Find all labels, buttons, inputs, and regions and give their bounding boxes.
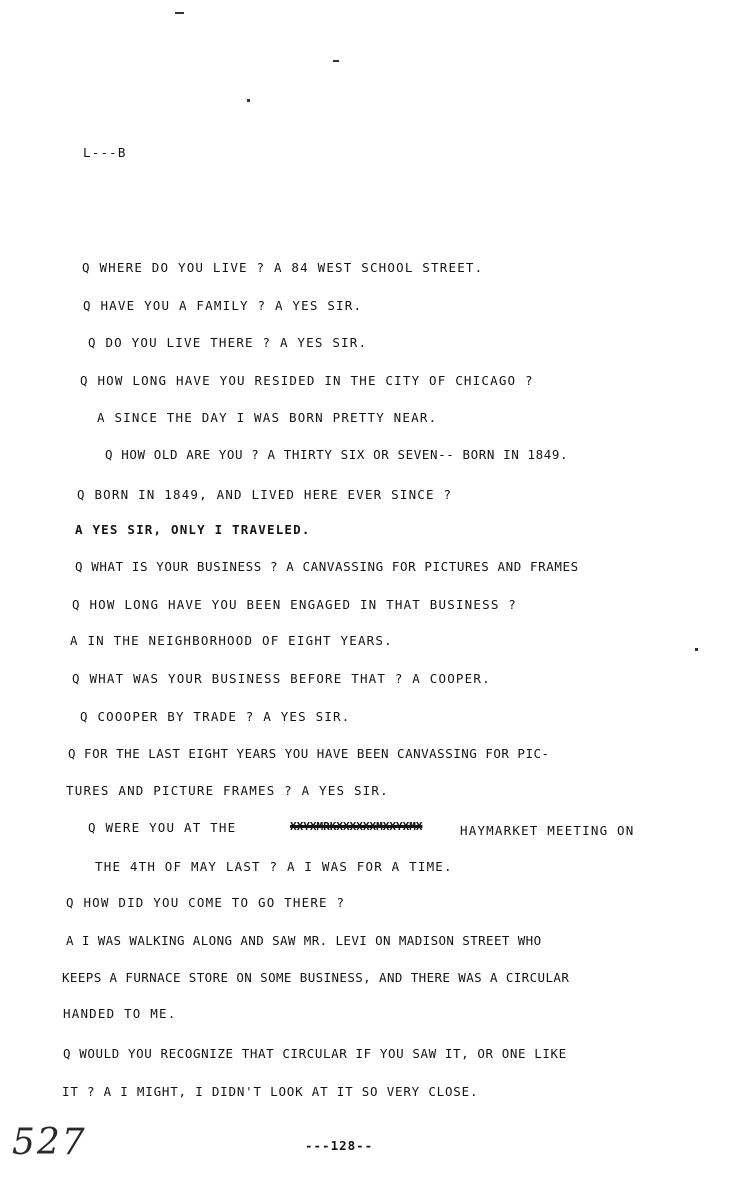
transcript-line: THE 4TH OF MAY LAST ? A I WAS FOR A TIME. — [95, 859, 453, 874]
transcript-line: Q FOR THE LAST EIGHT YEARS YOU HAVE BEEN CANVASSING FOR PIC- — [68, 746, 550, 761]
struck-out-text: XXYXMRKXXXXXXMXXYXMX — [290, 820, 423, 833]
ink-speck — [247, 99, 250, 102]
ink-speck — [695, 648, 698, 651]
transcript-line: Q HOW OLD ARE YOU ? A THIRTY SIX OR SEVEN-- BORN IN 1849. — [105, 447, 569, 462]
transcript-line: IT ? A I MIGHT, I DIDN'T LOOK AT IT SO VERY CLOSE. — [62, 1084, 479, 1099]
transcript-line: HAYMARKET MEETING ON — [460, 823, 635, 838]
transcript-line: A I WAS WALKING ALONG AND SAW MR. LEVI ON MADISON STREET WHO — [66, 933, 542, 948]
transcript-line: Q WERE YOU AT THE — [88, 820, 237, 835]
transcript-line: Q WHERE DO YOU LIVE ? A 84 WEST SCHOOL STREET. — [82, 260, 484, 275]
handwritten-page-number: 527 — [12, 1122, 87, 1163]
transcript-line: A YES SIR, ONLY I TRAVELED. — [75, 522, 311, 537]
ink-speck — [333, 60, 339, 62]
page-identifier: L---B — [83, 145, 127, 160]
transcript-line: KEEPS A FURNACE STORE ON SOME BUSINESS, AND THERE WAS A CIRCULAR — [62, 970, 570, 985]
transcript-line: Q HOW LONG HAVE YOU RESIDED IN THE CITY OF CHICAGO ? — [80, 373, 534, 388]
transcript-line: A IN THE NEIGHBORHOOD OF EIGHT YEARS. — [70, 633, 393, 648]
transcript-line: Q HAVE YOU A FAMILY ? A YES SIR. — [83, 298, 363, 313]
transcript-line: Q HOW LONG HAVE YOU BEEN ENGAGED IN THAT BUSINESS ? — [72, 597, 518, 612]
transcript-line: Q DO YOU LIVE THERE ? A YES SIR. — [88, 335, 368, 350]
ink-speck — [175, 12, 184, 14]
transcript-line: HANDED TO ME. — [63, 1006, 177, 1021]
transcript-line: Q WHAT IS YOUR BUSINESS ? A CANVASSING FOR PICTURES AND FRAMES — [75, 559, 579, 574]
transcript-line: Q WOULD YOU RECOGNIZE THAT CIRCULAR IF YOU SAW IT, OR ONE LIKE — [63, 1046, 567, 1061]
transcript-line: Q HOW DID YOU COME TO GO THERE ? — [66, 895, 346, 910]
transcript-line: Q COOOPER BY TRADE ? A YES SIR. — [80, 709, 351, 724]
transcript-line: Q WHAT WAS YOUR BUSINESS BEFORE THAT ? A COOPER. — [72, 671, 491, 686]
page-number: ---128-- — [305, 1138, 374, 1153]
transcript-line: Q BORN IN 1849, AND LIVED HERE EVER SINCE ? — [77, 487, 453, 502]
transcript-line: TURES AND PICTURE FRAMES ? A YES SIR. — [66, 783, 389, 798]
transcript-line: A SINCE THE DAY I WAS BORN PRETTY NEAR. — [97, 410, 438, 425]
